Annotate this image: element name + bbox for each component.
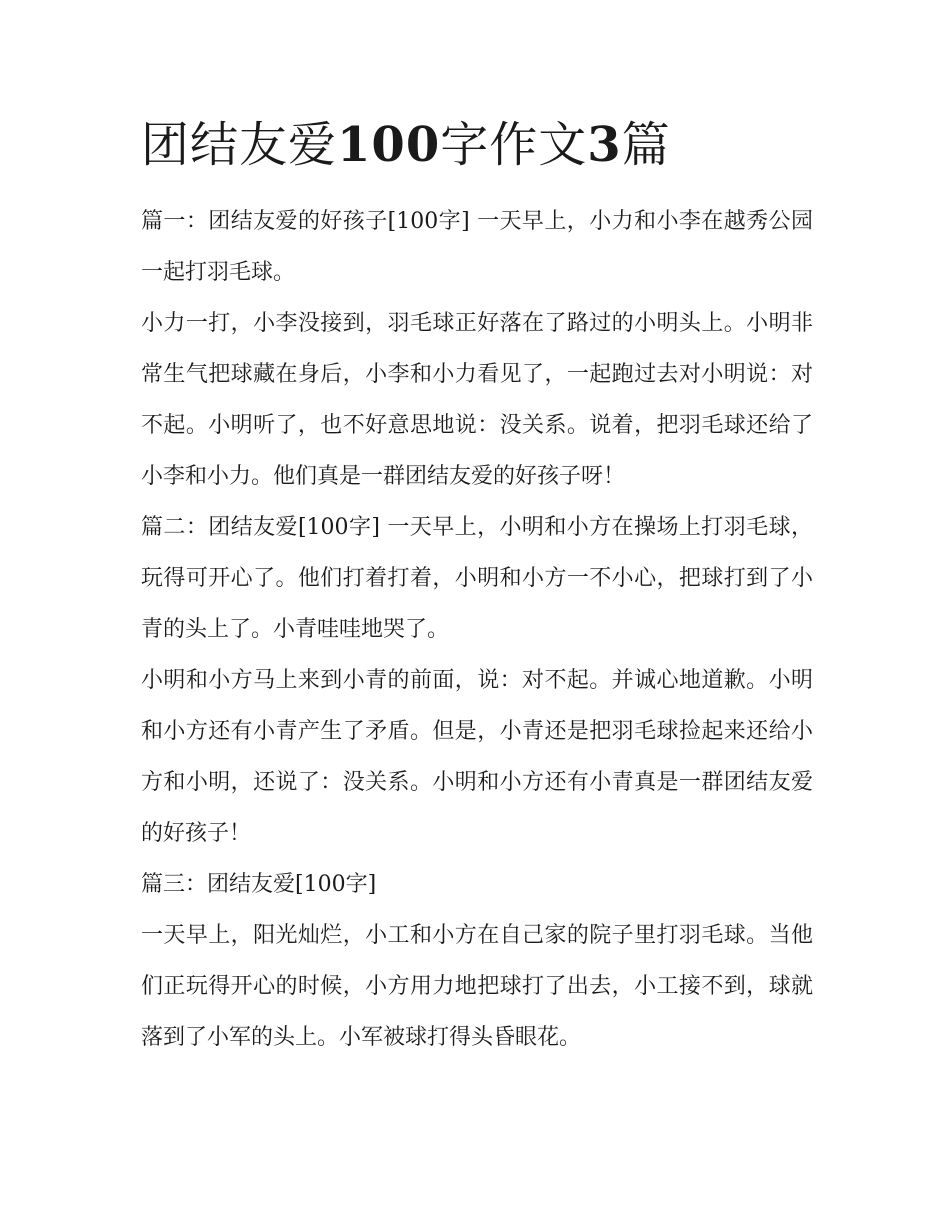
paragraph-part-three-heading: 篇三：团结友爱[100字] xyxy=(141,872,377,897)
paragraph-part-one-intro: 篇一：团结友爱的好孩子[100字] 一天早上，小力和小李在越秀公园一起打羽毛球。 xyxy=(141,209,813,285)
paragraph-part-three-story: 一天早上，阳光灿烂，小工和小方在自己家的院子里打羽毛球。当他们正玩得开心的时候，小方用力地把球打了出去，小工接不到，球就落到了小军的头上。小军被球打得头昏眼花。 xyxy=(141,923,813,1050)
paragraph-part-one-story: 小力一打，小李没接到，羽毛球正好落在了路过的小明头上。小明非常生气把球藏在身后，小李和小力看见了，一起跑过去对小明说：对不起。小明听了，也不好意思地说：没关系。说着，把羽毛球还给了小李和小力。他们真是一群团结友爱的好孩子呀！ xyxy=(141,311,813,489)
title-number-100: 100 xyxy=(337,117,441,173)
paragraph-part-two-intro: 篇二：团结友爱[100字] 一天早上，小明和小方在操场上打羽毛球，玩得可开心了。他们打着打着，小明和小方一不小心，把球打到了小青的头上了。小青哇哇地哭了。 xyxy=(141,515,813,642)
title-text-3: 篇 xyxy=(621,117,671,173)
paragraph-part-two-story: 小明和小方马上来到小青的前面，说：对不起。并诚心地道歉。小明和小方还有小青产生了矛盾。但是，小青还是把羽毛球捡起来还给小方和小明，还说了：没关系。小明和小方还有小青真是一群团结友爱的好孩子！ xyxy=(141,668,813,846)
title-text-2: 字作文 xyxy=(440,117,588,173)
document-title xyxy=(141,112,813,178)
title-text-1: 团结友爱 xyxy=(141,117,338,173)
title-number-3: 3 xyxy=(587,117,622,173)
document-page xyxy=(141,112,813,1063)
